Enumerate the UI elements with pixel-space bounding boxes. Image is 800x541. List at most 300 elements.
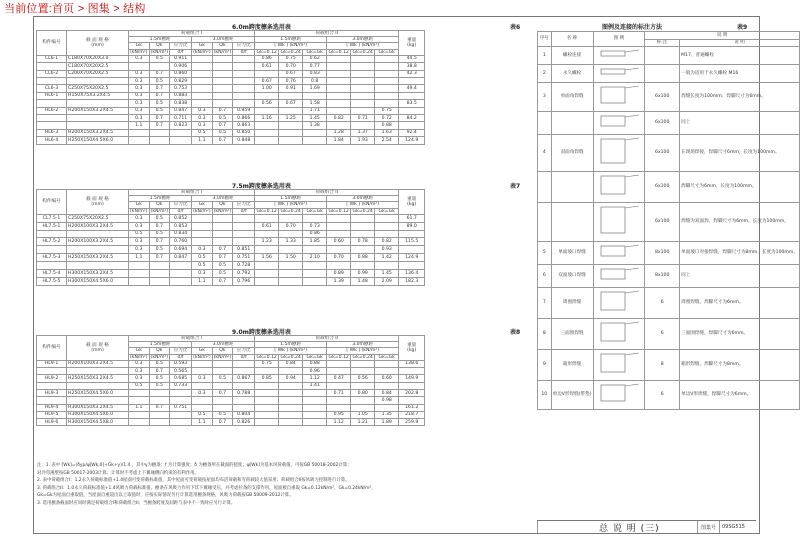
legend-name: 螺栓连接 — [551, 47, 593, 65]
table-cell: H300X150X3.2X4.5 — [67, 404, 129, 411]
table-cell — [129, 411, 150, 418]
table-cell: 0.751 — [233, 254, 255, 262]
table-cell: 0.75 — [279, 55, 303, 62]
table-cell — [192, 55, 213, 62]
legend-h-note: 说 明 — [645, 32, 800, 40]
h-gk: Gk — [192, 43, 213, 49]
table-cell — [67, 100, 129, 107]
table-cell — [279, 277, 303, 285]
legend-mark: 6 — [645, 381, 680, 410]
table-cell: 1.16 — [255, 114, 279, 121]
h-ratio: 应力比 — [170, 43, 192, 49]
legend-row — [538, 65, 800, 83]
table-cell: 0.3 — [192, 114, 213, 121]
legend-symbol — [593, 242, 645, 265]
table-cell: H300X150X4.5X8.0 — [67, 419, 129, 426]
h-ratio2: σ/f — [170, 49, 192, 55]
table-cell: 1.56 — [255, 254, 279, 262]
table-cell: 1.39 — [327, 277, 351, 285]
table-cell — [255, 214, 279, 222]
col-weight — [399, 31, 425, 56]
table-cell — [37, 382, 67, 389]
table-cell: 0.5 — [149, 55, 170, 62]
weld-symbol-icon — [595, 173, 643, 199]
table-cell — [303, 246, 327, 254]
legend-mark — [645, 65, 680, 83]
table-cell: 0.7 — [149, 404, 170, 411]
purlin-table — [36, 335, 425, 426]
table-row — [37, 277, 425, 285]
col-spec — [67, 190, 129, 215]
table-cell — [233, 77, 255, 84]
table-cell: 0.5 — [212, 114, 233, 121]
legend-no: 4 — [538, 135, 552, 172]
table-cell: 0.5 — [192, 411, 213, 418]
table-cell: 0.7 — [212, 419, 233, 426]
table-cell: HL9-5 — [37, 411, 67, 418]
table-cell — [67, 246, 129, 254]
legend-no: 7 — [538, 288, 552, 319]
table-cell: 0.5 — [149, 107, 170, 114]
table-cell: HL6-1 — [37, 92, 67, 99]
col-weight-label: 重量 — [407, 37, 417, 43]
table-cell: HL6-4 — [37, 137, 67, 144]
table-cell — [37, 397, 67, 404]
h-wc: Gk=Gk — [375, 49, 399, 55]
table-row — [37, 214, 425, 222]
table-cell: 0.906 — [170, 63, 192, 70]
group-2: 荷载组合 II — [255, 336, 399, 342]
table-cell — [67, 397, 129, 404]
legend-row — [538, 350, 800, 381]
table-row — [37, 100, 425, 107]
legend-row — [538, 203, 800, 242]
legend-name — [551, 112, 593, 135]
table-cell: 0.5 — [149, 375, 170, 382]
table-cell — [212, 230, 233, 238]
table-cell: 0.5 — [149, 246, 170, 254]
table-cell: 0.3 — [129, 375, 150, 382]
general-notes — [37, 462, 525, 508]
table-cell: 0.89 — [327, 270, 351, 278]
legend-mark — [645, 47, 680, 65]
table-cell: 1.45 — [375, 270, 399, 278]
table-cell: 0.694 — [170, 246, 192, 254]
table-cell — [351, 222, 375, 230]
table-cell: 0.7 — [149, 368, 170, 375]
table-cell — [149, 277, 170, 285]
table-row — [37, 230, 425, 238]
legend-name: 单面角焊缝 — [551, 83, 593, 112]
h-qk: Qk — [149, 202, 170, 208]
table-row — [37, 63, 425, 70]
table-cell — [327, 70, 351, 77]
table-cell: 0.7 — [149, 238, 170, 246]
table-cell — [303, 397, 327, 404]
table-cell: 0.72 — [375, 114, 399, 121]
table-cell — [149, 390, 170, 397]
legend-name: 双面角焊缝 — [551, 135, 593, 172]
table-cell: 0.5 — [149, 230, 170, 238]
table-cell: 38.8 — [399, 63, 425, 70]
table-cell: 0.3 — [129, 214, 150, 222]
legend-no — [538, 203, 552, 242]
table-cell — [351, 100, 375, 107]
table-cell — [212, 222, 233, 230]
legend-symbol — [593, 319, 645, 350]
sheet-number: 09SG515 — [722, 524, 745, 530]
table-cell: 0.3 — [192, 390, 213, 397]
legend-symbol — [593, 172, 645, 203]
h-ratio: 应力比 — [233, 348, 255, 354]
table-cell: 1.33 — [279, 238, 303, 246]
table-cell — [351, 92, 375, 99]
col-spec-label: 截 面 规 格 — [86, 196, 109, 202]
table-cell — [212, 404, 233, 411]
table-cell: 0.84 — [279, 360, 303, 367]
table-cell — [149, 262, 170, 270]
table-cell: 1.89 — [375, 419, 399, 426]
table-cell: CL6-3 — [37, 85, 67, 92]
table-cell: 0.96 — [303, 368, 327, 375]
table-cell: HL9-4 — [37, 404, 67, 411]
legend-desc: 焊缝为双面焊，焊脚尺寸为6mm，长度为100mm。 — [680, 203, 800, 242]
table-cell — [255, 404, 279, 411]
table-cell: 0.7 — [149, 122, 170, 129]
h-wb: Gk=0.24 — [280, 354, 301, 360]
legend-row — [538, 242, 800, 265]
h-wb: Gk=0.24 — [352, 208, 373, 214]
table-cell — [255, 246, 279, 254]
table-cell — [129, 277, 150, 285]
table-cell — [212, 70, 233, 77]
weld-symbol-icon — [595, 243, 643, 261]
table-cell: HL7.5-4 — [37, 270, 67, 278]
table-cell: 0.3 — [129, 92, 150, 99]
legend-table — [537, 31, 800, 410]
col-weight-label: 重量 — [407, 196, 417, 202]
table-cell: 0.7 — [149, 85, 170, 92]
weld-symbol-icon — [595, 382, 643, 406]
table-cell — [212, 360, 233, 367]
table-row — [37, 122, 425, 129]
table-cell — [375, 85, 399, 92]
table-cell: 0.7 — [149, 254, 170, 262]
legend-name — [551, 172, 593, 203]
table-row — [37, 85, 425, 92]
table-cell: H300X150X4.5X6.0 — [67, 277, 129, 285]
table-cell: 0.67 — [279, 100, 303, 107]
legend-no: 2 — [538, 65, 552, 83]
table-cell — [399, 262, 425, 270]
col-weight-unit: (kg) — [407, 347, 417, 353]
table-cell — [255, 262, 279, 270]
legend-name: 三面围焊缝 — [551, 319, 593, 350]
legend-no — [538, 112, 552, 135]
table-cell: HL9-6 — [37, 419, 67, 426]
table-cell: 0.5 — [149, 100, 170, 107]
table-cell: H200X150X3.2X4.5 — [67, 129, 129, 136]
h-gk: Gk — [192, 348, 213, 354]
legend-row — [538, 265, 800, 288]
table-cell: 1.42 — [375, 254, 399, 262]
table-cell: 0.67 — [255, 77, 279, 84]
table-cell: 0.5 — [212, 270, 233, 278]
table-cell — [170, 397, 192, 404]
h-gk: Gk — [129, 43, 150, 49]
legend-symbol — [593, 135, 645, 172]
legend-symbol — [593, 65, 645, 83]
table-cell: 1.45 — [303, 114, 327, 121]
table-cell — [351, 122, 375, 129]
table-cell: 0.93 — [375, 246, 399, 254]
note-line: 2. 表中荷载组合I：1.2永久荷载标准值+1.4屋面可变荷载标准值，其中屋面可变荷载按屋面均布活荷载和雪荷载较大值采用；荷载组合II按风吸力控制进行计算。 — [37, 478, 350, 484]
table-cell: 0.3 — [129, 70, 150, 77]
table-cell — [327, 214, 351, 222]
table-cell: 0.70 — [279, 63, 303, 70]
table-cell: 0.826 — [233, 419, 255, 426]
table-cell: 0.593 — [170, 360, 192, 367]
table-cell — [129, 270, 150, 278]
table-cell — [212, 382, 233, 389]
table-cell — [233, 85, 255, 92]
h-wa: Gk=0.12 — [328, 208, 349, 214]
table-cell — [255, 419, 279, 426]
legend-mark: 8x100 — [645, 242, 680, 265]
table-cell — [233, 222, 255, 230]
sub-4: 3.0m檩距 — [327, 342, 399, 348]
table-cell — [233, 360, 255, 367]
sub-3: 1.5m檩距 — [255, 342, 327, 348]
table-cell — [399, 92, 425, 99]
legend-name: 周围焊缝 — [551, 288, 593, 319]
h-wb: Gk=0.24 — [280, 49, 301, 55]
table-cell — [255, 277, 279, 285]
table-cell: 124.9 — [399, 254, 425, 262]
table-cell — [37, 63, 67, 70]
legend-h-no: 序号 — [538, 32, 552, 47]
table-row — [37, 270, 425, 278]
col-spec — [67, 31, 129, 56]
col-spec-label: 截 面 规 格 — [86, 37, 109, 43]
table-cell — [351, 70, 375, 77]
table-cell: 0.77 — [303, 63, 327, 70]
legend-name: 双面坡口焊缝 — [551, 265, 593, 288]
table-cell — [192, 222, 213, 230]
col-spec-unit: (mm) — [91, 42, 104, 48]
table-cell: 0.753 — [170, 85, 192, 92]
table-title: 7.5m跨度檩条选用表 — [232, 183, 291, 190]
col-weight — [399, 336, 425, 361]
table-cell: HL9-3 — [37, 390, 67, 397]
sub-1: 1.5m檩距 — [129, 342, 192, 348]
table-cell — [327, 222, 351, 230]
table-cell: 0.733 — [170, 382, 192, 389]
table-cell: 0.80 — [351, 390, 375, 397]
table-cell: H300X150X4.5X6.0 — [67, 411, 129, 418]
table-cell — [279, 122, 303, 129]
table-cell — [303, 137, 327, 144]
table-cell: 0.83 — [303, 70, 327, 77]
table-cell — [67, 382, 129, 389]
table-cell: 0.82 — [375, 238, 399, 246]
table-cell — [37, 246, 67, 254]
table-cell — [37, 368, 67, 375]
table-cell: 0.3 — [192, 107, 213, 114]
table-cell — [375, 92, 399, 99]
sub-1: 1.5m檩距 — [129, 196, 192, 202]
h-qk: Qk — [212, 348, 233, 354]
table-cell — [170, 270, 192, 278]
weld-symbol-icon — [595, 84, 643, 108]
legend-row — [538, 381, 800, 410]
col-weight-unit: (kg) — [407, 201, 417, 207]
table-cell — [375, 360, 399, 367]
table-cell — [233, 70, 255, 77]
table-cell — [212, 100, 233, 107]
table-cell — [351, 262, 375, 270]
table-cell: 0.788 — [233, 390, 255, 397]
table-cell — [192, 63, 213, 70]
table-cell — [67, 368, 129, 375]
table-cell: CL6-1 — [37, 55, 67, 62]
table-cell: 1.21 — [351, 419, 375, 426]
table-cell — [327, 404, 351, 411]
table-cell: 0.685 — [170, 375, 192, 382]
table-cell: 0.70 — [327, 254, 351, 262]
table-cell — [212, 368, 233, 375]
table-cell: HL7.5-2 — [37, 238, 67, 246]
h-unit: (kN/m²) — [193, 49, 211, 55]
table-cell — [351, 63, 375, 70]
table-cell: H150X75X3.2X4.5 — [67, 92, 129, 99]
table-cell: 0.3 — [129, 107, 150, 114]
legend-symbol — [593, 350, 645, 381]
table-cell: 0.852 — [170, 214, 192, 222]
sub-3: 1.5m檩距 — [255, 196, 327, 202]
table-row — [37, 382, 425, 389]
table-cell: 0.829 — [170, 77, 192, 84]
table-cell — [303, 390, 327, 397]
legend-name: 箱形焊缝 — [551, 350, 593, 381]
table-cell: 124.9 — [399, 137, 425, 144]
table-cell: 0.850 — [233, 129, 255, 136]
table-cell: 0.67 — [279, 70, 303, 77]
table-cell — [192, 77, 213, 84]
h-unit: (kN/m²) — [213, 49, 232, 55]
table-row — [37, 129, 425, 136]
table-cell — [67, 262, 129, 270]
legend-symbol — [593, 83, 645, 112]
table-cell: 0.60 — [327, 238, 351, 246]
table-cell: 1.1 — [129, 254, 150, 262]
table-cell — [192, 70, 213, 77]
legend-desc: 单面坡口对接焊缝，焊脚尺寸为8mm，长度为100mm。 — [680, 242, 800, 265]
table-cell: 2.54 — [375, 137, 399, 144]
table-cell — [351, 107, 375, 114]
table-cell: 1.58 — [303, 100, 327, 107]
table-cell — [375, 262, 399, 270]
legend-mark: 6x100 — [645, 172, 680, 203]
table-cell — [37, 230, 67, 238]
table-cell — [149, 419, 170, 426]
table-cell — [303, 214, 327, 222]
table-number: 表7 — [510, 183, 521, 190]
group-1: 荷载组合 I — [129, 336, 255, 342]
table-cell — [399, 382, 425, 389]
table-cell — [399, 368, 425, 375]
legend-mark: 8x100 — [645, 265, 680, 288]
col-weight-unit: (kg) — [407, 42, 417, 48]
table-cell — [375, 404, 399, 411]
weld-symbol-icon — [595, 113, 643, 131]
table-cell — [129, 419, 150, 426]
table-cell: 2.10 — [303, 254, 327, 262]
table-cell: HL7.5-1 — [37, 222, 67, 230]
table-cell — [129, 262, 150, 270]
table-cell — [192, 360, 213, 367]
table-cell — [255, 368, 279, 375]
legend-no: 1 — [538, 47, 552, 65]
table-cell — [351, 368, 375, 375]
table-cell: 0.847 — [170, 254, 192, 262]
table-cell — [375, 222, 399, 230]
table-cell — [233, 382, 255, 389]
col-weight — [399, 190, 425, 215]
table-cell — [303, 277, 327, 285]
table-number: 表6 — [510, 24, 521, 31]
table-cell: 0.863 — [233, 122, 255, 129]
table-cell: 0.70 — [279, 222, 303, 230]
table-cell: 0.728 — [233, 262, 255, 270]
h-unit: (kN/m²) — [213, 354, 232, 360]
legend-h-name: 名 称 — [551, 32, 593, 47]
table-cell — [149, 270, 170, 278]
table-cell — [192, 238, 213, 246]
table-cell — [129, 397, 150, 404]
legend-row — [538, 83, 800, 112]
table-cell: 0.56 — [351, 375, 375, 382]
table-row — [37, 238, 425, 246]
legend-mark: 6x100 — [645, 112, 680, 135]
table-cell: 0.76 — [279, 77, 303, 84]
table-cell: 61.7 — [399, 214, 425, 222]
table-cell: 1.41 — [303, 382, 327, 389]
table-cell: 138.6 — [399, 360, 425, 367]
table-cell: H200X100X3.2X4.5 — [67, 360, 129, 367]
table-cell: 0.3 — [129, 77, 150, 84]
table-cell: 0.751 — [170, 404, 192, 411]
h-ratio: 应力比 — [233, 43, 255, 49]
legend-desc: M17、普通螺栓 — [680, 47, 800, 65]
sub-4: 3.0m檩距 — [327, 37, 399, 43]
col-member: 构件编号 — [37, 190, 67, 215]
table-cell: 0.5 — [212, 129, 233, 136]
table-cell: 1.28 — [327, 129, 351, 136]
table-cell — [233, 63, 255, 70]
h-unit: (kN/m²) — [150, 354, 169, 360]
sub-2: 3.0m檩距 — [192, 37, 255, 43]
table-cell — [303, 270, 327, 278]
table-cell: H300X150X3.2X4.5 — [67, 270, 129, 278]
table-cell — [67, 230, 129, 238]
title-block — [537, 520, 756, 533]
legend-name: 永久螺栓 — [551, 65, 593, 83]
table-cell — [170, 137, 192, 144]
h-ratio: 应力比 — [233, 202, 255, 208]
table-cell: 0.61 — [255, 63, 279, 70]
table-cell: 1.25 — [279, 114, 303, 121]
